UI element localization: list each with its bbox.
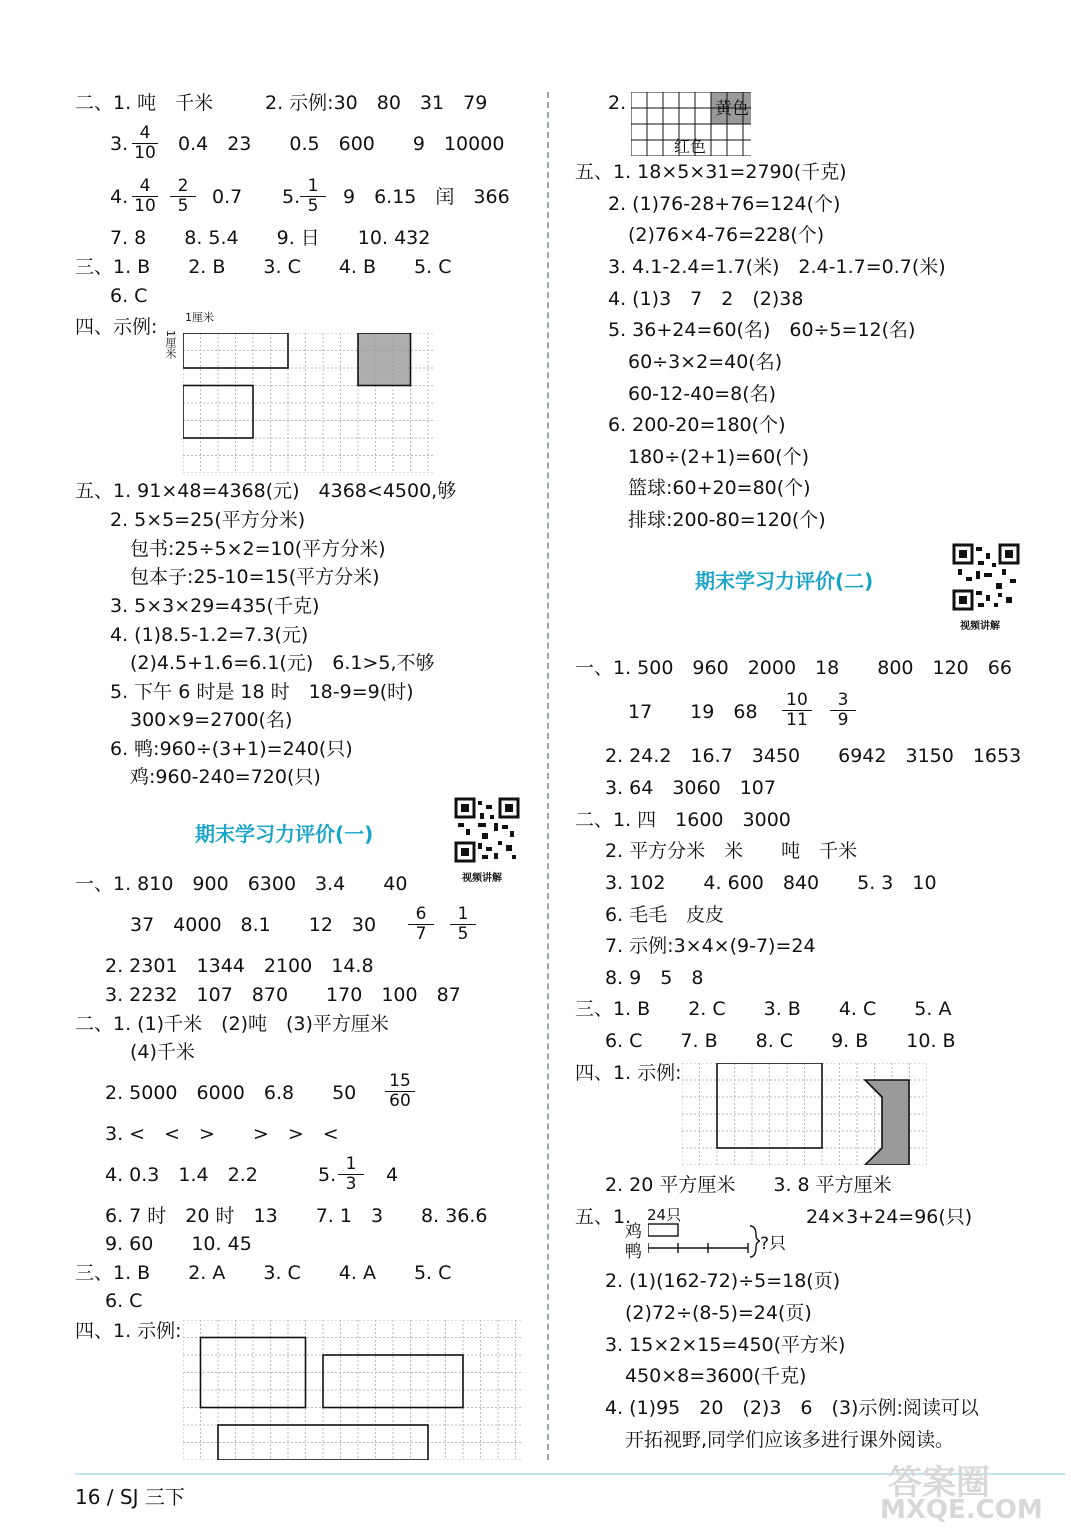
s5-l10: 6. 鸭:960÷(3+1)=240(只) (110, 738, 353, 760)
f5-l3: (2)72÷(8-5)=24(页) (625, 1302, 812, 1324)
f2-l5: 7. 示例:3×4×(9-7)=24 (605, 935, 816, 957)
s5-l9: 300×9=2700(名) (130, 709, 293, 731)
r5-l12: 排球:200-80=120(个) (628, 509, 826, 531)
r5-l5: 4. (1)3 7 2 (2)38 (608, 288, 804, 310)
e2-l3: 2. 5000 6000 6.8 50 (105, 1082, 357, 1104)
f5-l6: 4. (1)95 20 (2)3 6 (3)示例:阅读可以 (605, 1397, 979, 1419)
segment-diagram (648, 1223, 760, 1259)
e1-l2: 37 4000 8.1 12 30 (130, 914, 377, 936)
qr-caption: 视频讲解 (462, 873, 502, 884)
r5-l11: 篮球:60+20=80(个) (628, 477, 811, 499)
f5-l5: 450×8=3600(千克) (625, 1365, 807, 1387)
e4-l1: 四、1. 示例: (75, 1320, 182, 1342)
color-grid (631, 92, 751, 156)
s2-line1-b: 2. 示例:30 80 31 79 (265, 92, 488, 114)
s5-l2: 2. 5×5=25(平方分米) (110, 509, 306, 531)
f1-l4: 3. 64 3060 107 (605, 777, 776, 799)
s5-l8: 5. 下午 6 时是 18 时 18-9=9(时) (110, 681, 414, 703)
f5-l4: 3. 15×2×15=450(平方米) (605, 1334, 846, 1356)
f2-l6: 8. 9 5 8 (605, 967, 704, 989)
e2-l7: 9. 60 10. 45 (105, 1233, 252, 1255)
s3-line2: 6. C (110, 285, 148, 307)
f2-l4: 6. 毛毛 皮皮 (605, 904, 725, 926)
e2-l4: 3. < < > > > < (105, 1123, 339, 1145)
r5-l2: 2. (1)76-28+76=124(个) (608, 193, 841, 215)
s2-line1-a: 二、1. 吨 千米 (75, 92, 214, 114)
qr-caption-2: 视频讲解 (960, 621, 1000, 632)
e1-l1: 一、1. 810 900 6300 3.4 40 (75, 873, 408, 895)
s5-l6: 4. (1)8.5-1.2=7.3(元) (110, 624, 309, 646)
r-2: 2. (608, 92, 627, 114)
f5-l7: 开拓视野,同学们应该多进行课外阅读。 (625, 1429, 955, 1451)
r5-l3: (2)76×4-76=228(个) (628, 224, 825, 246)
e2-l1: 二、1. (1)千米 (2)吨 (3)平方厘米 (75, 1013, 389, 1035)
fraction-3-9: 3 9 (830, 691, 856, 730)
e1-l3: 2. 2301 1344 2100 14.8 (105, 955, 374, 977)
yellow-label: 黄色 (715, 99, 749, 119)
e2-l6: 6. 7 时 20 时 13 7. 1 3 8. 36.6 (105, 1205, 488, 1227)
f1-l1: 一、1. 500 960 2000 18 800 120 66 (575, 657, 1012, 679)
fraction-2-5: 2 5 (170, 177, 196, 216)
f5-ji: 鸡 (625, 1222, 642, 1242)
s2-line3-5: 5. (282, 186, 301, 208)
f3-l1: 三、1. B 2. C 3. B 4. C 5. A (575, 998, 952, 1020)
s4-label: 四、示例: (75, 316, 158, 338)
fraction-1-5-b: 1 5 (450, 905, 476, 944)
e2-l2: (4)千米 (130, 1041, 195, 1063)
s5-l4: 包本子:25-10=15(平方分米) (130, 566, 380, 588)
f4-l1: 四、1. 示例: (575, 1062, 682, 1084)
s2-line3-rest: 9 6.15 闰 366 (343, 186, 510, 208)
column-divider (547, 92, 549, 1460)
r5-l8: 60-12-40=8(名) (628, 383, 777, 405)
s2-line2-pre: 3. (110, 133, 129, 155)
r5-l9: 6. 200-20=180(个) (608, 414, 786, 436)
fraction-1-5: 1 5 (300, 177, 326, 216)
r5-l10: 180÷(2+1)=60(个) (628, 446, 810, 468)
f2-l2: 2. 平方分米 米 吨 千米 (605, 840, 858, 862)
unit-label-side: 1厘米 (164, 330, 177, 359)
s2-line2-rest: 0.4 23 0.5 600 9 10000 (178, 133, 505, 155)
fraction-4-10-b: 4 10 (132, 177, 158, 216)
grid-figure-b (183, 1320, 523, 1460)
s2-line3-pre: 4. (110, 186, 129, 208)
r5-l7: 60÷3×2=40(名) (628, 351, 783, 373)
s5-l3: 包书:25÷5×2=10(平方分米) (130, 538, 386, 560)
s5-l5: 3. 5×3×29=435(千克) (110, 595, 320, 617)
unit-label-top: 1厘米 (185, 311, 214, 324)
e3-l1: 三、1. B 2. A 3. C 4. A 5. C (75, 1262, 452, 1284)
f2-l1: 二、1. 四 1600 3000 (575, 809, 791, 831)
watermark-top: 答案圈 (888, 1463, 990, 1503)
section-title-2: 期末学习力评价(二) (695, 569, 874, 593)
s3-line1: 三、1. B 2. B 3. C 4. B 5. C (75, 256, 452, 278)
e3-l2: 6. C (105, 1290, 143, 1312)
page-number: 16 / SJ 三下 (75, 1485, 185, 1509)
f5-eq: 24×3+24=96(只) (806, 1206, 973, 1228)
qr-code-icon[interactable] (454, 797, 520, 863)
s5-l11: 鸡:960-240=720(只) (130, 766, 321, 788)
e1-l4: 3. 2232 107 870 170 100 87 (105, 984, 461, 1006)
fraction-1-3: 1 3 (338, 1155, 364, 1194)
watermark-bottom: MXQE.COM (880, 1495, 1043, 1525)
r5-l1: 五、1. 18×5×31=2790(千克) (575, 161, 847, 183)
fraction-10-11: 10 11 (782, 691, 812, 730)
e2-l5-a: 4. 0.3 1.4 2.2 (105, 1164, 258, 1186)
grid-figure-a (183, 333, 435, 473)
e2-l5-b: 5. (318, 1164, 337, 1186)
section-title-1: 期末学习力评价(一) (195, 822, 374, 846)
f5-l1: 五、1. (575, 1206, 632, 1228)
r5-l4: 3. 4.1-2.4=1.7(米) 2.4-1.7=0.7(米) (608, 256, 946, 278)
r5-l6: 5. 36+24=60(名) 60÷5=12(名) (608, 319, 916, 341)
red-label: 红色 (674, 137, 707, 156)
f5-24: 24只 (647, 1206, 682, 1224)
f1-l2: 17 19 68 (628, 701, 758, 723)
s2-line3-mid: 0.7 (212, 186, 243, 208)
f3-l2: 6. C 7. B 8. C 9. B 10. B (605, 1030, 956, 1052)
qr-code-icon-2[interactable] (952, 543, 1020, 611)
s2-line4: 7. 8 8. 5.4 9. 日 10. 432 (110, 227, 431, 249)
fraction-4-10: 4 10 (132, 124, 158, 163)
f5-l2: 2. (1)(162-72)÷5=18(页) (605, 1270, 841, 1292)
fraction-15-60: 15 60 (385, 1072, 415, 1111)
fraction-6-7: 6 7 (408, 905, 434, 944)
f5-q: ?只 (760, 1234, 787, 1254)
grid-figure-c (682, 1063, 927, 1165)
f5-ya: 鸭 (625, 1242, 642, 1262)
f2-l3: 3. 102 4. 600 840 5. 3 10 (605, 872, 937, 894)
s5-l1: 五、1. 91×48=4368(元) 4368<4500,够 (75, 480, 457, 502)
f1-l3: 2. 24.2 16.7 3450 6942 3150 1653 (605, 745, 1022, 767)
f4-l2: 2. 20 平方厘米 3. 8 平方厘米 (605, 1174, 892, 1196)
e2-l5-c: 4 (386, 1164, 399, 1186)
s5-l7: (2)4.5+1.6=6.1(元) 6.1>5,不够 (130, 652, 435, 674)
